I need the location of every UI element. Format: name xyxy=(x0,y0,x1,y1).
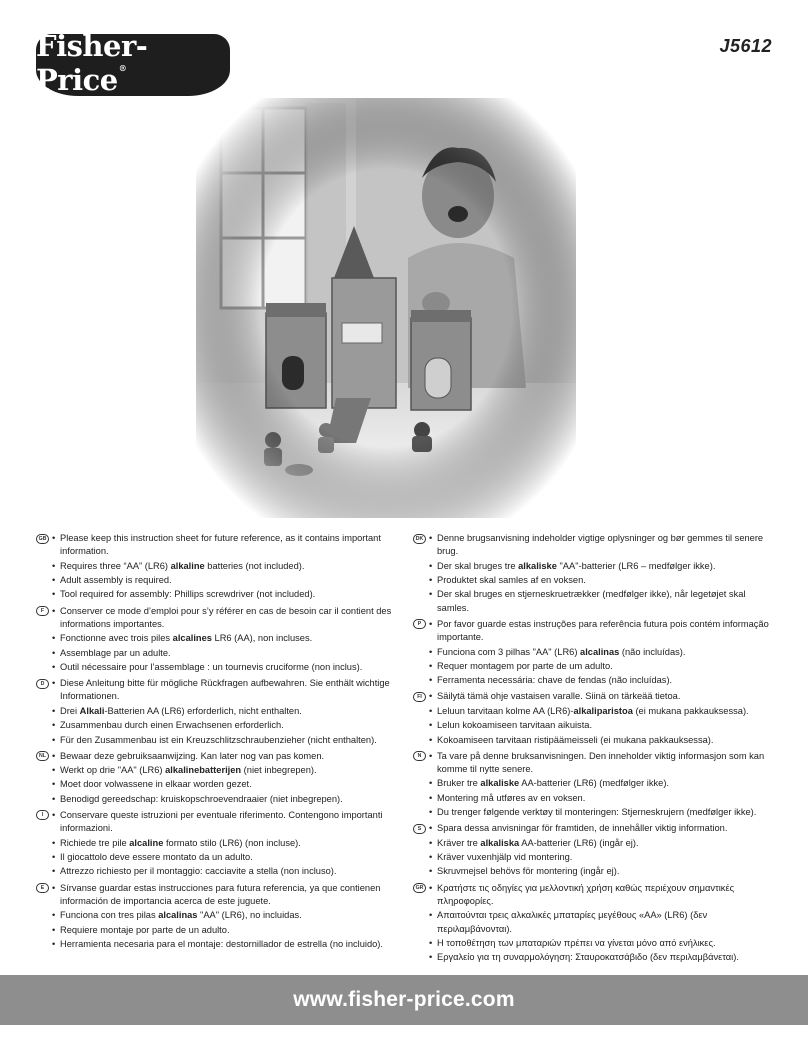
language-code-icon: F xyxy=(36,606,49,616)
instruction-line xyxy=(429,777,775,790)
registered-mark: ® xyxy=(118,63,127,73)
instruction-line xyxy=(52,574,406,587)
instruction-line xyxy=(429,822,775,835)
instruction-text: Werkt op drie "AA" (LR6) xyxy=(60,765,166,776)
fisher-price-logo xyxy=(36,29,230,97)
instruction-line xyxy=(429,705,775,718)
instruction-line xyxy=(52,632,406,645)
instruction-line xyxy=(52,532,406,559)
language-code-icon: I xyxy=(36,810,49,820)
instruction-text: formato stilo (LR6) (non incluse). xyxy=(163,837,301,848)
instruction-line xyxy=(429,674,775,687)
instruction-text: AA-batterier (LR6) (ingår ej). xyxy=(519,837,639,848)
instruction-line xyxy=(52,865,406,878)
emphasis-text: alcaline xyxy=(129,837,164,848)
instruction-line xyxy=(429,851,775,864)
instruction-text: Moet door volwassene in elkaar worden gezet. xyxy=(60,779,252,790)
language-code-icon: E xyxy=(36,883,49,893)
instruction-text: Richiede tre pile xyxy=(60,837,130,848)
language-block-p xyxy=(413,618,775,688)
instruction-text: Ferramenta necessária: chave de fendas (não incluídas). xyxy=(437,675,673,686)
instruction-text: Adult assembly is required. xyxy=(60,575,172,586)
instruction-line xyxy=(429,574,775,587)
language-code-icon: GR xyxy=(413,883,426,893)
language-block-e xyxy=(36,882,406,952)
instruction-text: Skruvmejsel behövs för montering (ingår ej). xyxy=(437,866,620,877)
instruction-text: Montering må utføres av en voksen. xyxy=(437,792,586,803)
instruction-line xyxy=(429,734,775,747)
instruction-line xyxy=(429,909,775,936)
instruction-line xyxy=(52,924,406,937)
instruction-text: "AA" (LR6), no incluidas. xyxy=(197,910,302,921)
instruction-text: (niet inbegrepen). xyxy=(241,765,317,776)
instruction-line xyxy=(429,719,775,732)
emphasis-text: Alkali xyxy=(79,705,105,716)
instruction-line xyxy=(429,646,775,659)
instruction-text: Der skal bruges en stjerneskruetrækker (medfølger ikke), når legetøjet skal samles. xyxy=(437,589,746,613)
instruction-text: Il giocattolo deve essere montato da un adulto. xyxy=(60,852,253,863)
instruction-text: Requires three “AA” (LR6) xyxy=(60,560,171,571)
language-block-fi xyxy=(413,690,775,746)
instruction-text: Απαιτούνται τρεις αλκαλικές μπαταρίες μεγέθους «AA» (LR6) (δεν περιλαμβάνονται). xyxy=(437,910,708,934)
instruction-text: Spara dessa anvisningar för framtiden, de innehåller viktig information. xyxy=(437,823,728,834)
instruction-text: Lelun kokoamiseen tarvitaan aikuista. xyxy=(437,720,593,731)
instruction-line xyxy=(52,909,406,922)
instruction-line xyxy=(429,937,775,950)
language-block-gr xyxy=(413,882,775,965)
language-block-gb xyxy=(36,532,406,602)
instruction-text: Herramienta necesaria para el montaje: destornillador de estrella (no incluido). xyxy=(60,938,383,949)
instruction-line xyxy=(52,677,406,704)
footer-bar xyxy=(0,975,808,1025)
instruction-line xyxy=(52,882,406,909)
instruction-text: "AA"-batterier (LR6 – medfølger ikke). xyxy=(556,560,716,571)
instruction-line xyxy=(429,750,775,777)
instruction-line xyxy=(429,690,775,703)
emphasis-text: alcalinas xyxy=(580,646,620,657)
instruction-text: Du trenger følgende verktøy til monteringen: Stjerneskrujern (medfølger ikke). xyxy=(437,807,757,818)
instruction-text: Conservare queste istruzioni per eventuale riferimento. Contengono importanti informazioni. xyxy=(60,809,383,834)
instruction-line xyxy=(429,560,775,573)
instruction-text: Bewaar deze gebruiksaanwijzing. Kan later nog van pas komen. xyxy=(60,750,325,761)
instruction-line xyxy=(52,734,406,747)
instruction-text: Für den Zusammenbau ist ein Kreuzschlitzschraubenzieher (nicht enthalten). xyxy=(60,734,377,745)
language-block-i xyxy=(36,809,406,879)
instruction-text: Denne brugsanvisning indeholder vigtige oplysninger og bør gemmes til senere brug. xyxy=(437,533,764,557)
language-block-dk xyxy=(413,532,775,615)
instruction-line xyxy=(52,719,406,732)
instruction-text: Requer montagem por parte de um adulto. xyxy=(437,660,613,671)
instruction-text: Diese Anleitung bitte für mögliche Rückfragen aufbewahren. Sie enthält wichtige Informationen. xyxy=(60,678,390,702)
instruction-text: Kokoamiseen tarvitaan ristipäämeisseli (ei mukana pakkauksessa). xyxy=(437,734,714,745)
instruction-line xyxy=(429,588,775,615)
language-code-icon: NL xyxy=(36,751,49,761)
instructions-right-column xyxy=(413,532,775,967)
instruction-line xyxy=(52,560,406,573)
instruction-text: Conserver ce mode d’emploi pour s’y référer en cas de besoin car il contient des informations importantes. xyxy=(60,605,392,629)
instruction-text: Fonctionne avec trois piles xyxy=(60,633,173,644)
instruction-text: batteries (not included). xyxy=(204,560,305,571)
instruction-text: Zusammenbau durch einen Erwachsenen erforderlich. xyxy=(60,720,284,731)
instruction-text: Please keep this instruction sheet for future reference, as it contains important information. xyxy=(60,533,381,557)
instruction-text: Kräver tre xyxy=(437,837,481,848)
instructions-left-column xyxy=(36,532,406,954)
language-code-icon: GB xyxy=(36,534,49,544)
language-block-s xyxy=(413,822,775,878)
instruction-line xyxy=(52,837,406,850)
instruction-line xyxy=(52,809,406,836)
website-url: www.fisher-price.com xyxy=(293,988,515,1011)
instruction-text: Ta vare på denne bruksanvisningen. Den inneholder viktig informasjon som kan komme til nytte senere. xyxy=(437,750,765,774)
instruction-text: Sírvanse guardar estas instrucciones para futura referencia, ya que contienen información de importancia acerca de este juguete. xyxy=(60,882,381,906)
instruction-line xyxy=(429,618,775,645)
language-block-n xyxy=(413,750,775,820)
instruction-line xyxy=(429,792,775,805)
instruction-text: Kräver vuxenhjälp vid montering. xyxy=(437,852,573,863)
model-number: J5612 xyxy=(719,36,772,56)
instruction-line xyxy=(52,647,406,660)
instruction-text: Leluun tarvitaan kolme AA (LR6)- xyxy=(437,705,574,716)
instruction-line xyxy=(52,851,406,864)
instruction-text: Funciona com 3 pilhas "AA" (LR6) xyxy=(437,646,581,657)
instruction-text: Κρατήστε τις οδηγίες για μελλοντική χρήση καθώς περιέχουν σημαντικές πληροφορίες. xyxy=(437,882,735,906)
language-code-icon: DK xyxy=(413,534,426,544)
instruction-line xyxy=(429,532,775,559)
instruction-line xyxy=(52,793,406,806)
emphasis-text: alkaline xyxy=(170,560,205,571)
instruction-text: (não incluídas). xyxy=(619,646,686,657)
emphasis-text: alkaliske xyxy=(518,560,557,571)
instruction-line xyxy=(52,938,406,951)
instruction-line xyxy=(52,750,406,763)
emphasis-text: alcalines xyxy=(172,633,212,644)
instruction-line xyxy=(429,660,775,673)
language-code-icon: D xyxy=(36,679,49,689)
instruction-text: Produktet skal samles af en voksen. xyxy=(437,575,586,586)
language-code-icon: FI xyxy=(413,692,426,702)
emphasis-text: alcalinas xyxy=(158,910,198,921)
language-block-nl xyxy=(36,750,406,806)
instruction-text: Benodigd gereedschap: kruiskopschroevendraaier (niet inbegrepen). xyxy=(60,793,343,804)
language-code-icon: S xyxy=(413,824,426,834)
product-photo xyxy=(196,98,576,518)
instruction-text: LR6 (AA), non incluses. xyxy=(211,633,313,644)
language-block-f xyxy=(36,605,406,675)
emphasis-text: alkaliparistoa xyxy=(573,705,633,716)
brand-name: Fisher-Price xyxy=(36,29,148,97)
instruction-text: Drei xyxy=(60,705,80,716)
instruction-text: Bruker tre xyxy=(437,778,481,789)
instruction-text: Säilytä tämä ohje vastaisen varalle. Siinä on tärkeää tietoa. xyxy=(437,691,681,702)
instruction-text: AA-batterier (LR6) (medfølger ikke). xyxy=(519,778,670,789)
instruction-text: Assemblage par un adulte. xyxy=(60,647,171,658)
instruction-text: Η τοποθέτηση των μπαταριών πρέπει να γίνεται μόνο από ενήλικες. xyxy=(437,937,716,948)
emphasis-text: alkaliske xyxy=(480,778,520,789)
instruction-text: -Batterien AA (LR6) erforderlich, nicht enthalten. xyxy=(104,705,302,716)
instruction-text: Funciona con tres pilas xyxy=(60,910,159,921)
emphasis-text: alkaliska xyxy=(480,837,520,848)
instruction-line xyxy=(52,705,406,718)
instruction-line xyxy=(429,806,775,819)
instruction-line xyxy=(52,588,406,601)
instruction-text: Attrezzo richiesto per il montaggio: cacciavite a stella (non incluso). xyxy=(60,866,337,877)
instruction-line xyxy=(429,882,775,909)
instruction-text: Requiere montaje por parte de un adulto. xyxy=(60,924,230,935)
instruction-text: (ei mukana pakkauksessa). xyxy=(632,705,749,716)
instruction-line xyxy=(429,951,775,964)
instruction-line xyxy=(52,661,406,674)
instruction-line xyxy=(429,837,775,850)
instruction-line xyxy=(429,865,775,878)
language-block-d xyxy=(36,677,406,747)
instruction-line xyxy=(52,605,406,632)
instruction-line xyxy=(52,778,406,791)
instruction-text: Εργαλείο για τη συναρμολόγηση: Σταυροκατσάβιδο (δεν περιλαμβάνεται). xyxy=(437,952,739,963)
instruction-text: Tool required for assembly: Phillips screwdriver (not included). xyxy=(60,589,316,600)
instruction-text: Outil nécessaire pour l’assemblage : un tournevis cruciforme (non inclus). xyxy=(60,662,363,673)
emphasis-text: alkalinebatterijen xyxy=(165,765,242,776)
instruction-text: Der skal bruges tre xyxy=(437,560,519,571)
instruction-text: Por favor guarde estas instruções para referência futura pois contém informação importante. xyxy=(437,618,769,643)
instruction-line xyxy=(52,764,406,777)
language-code-icon: P xyxy=(413,619,426,629)
language-code-icon: N xyxy=(413,751,426,761)
